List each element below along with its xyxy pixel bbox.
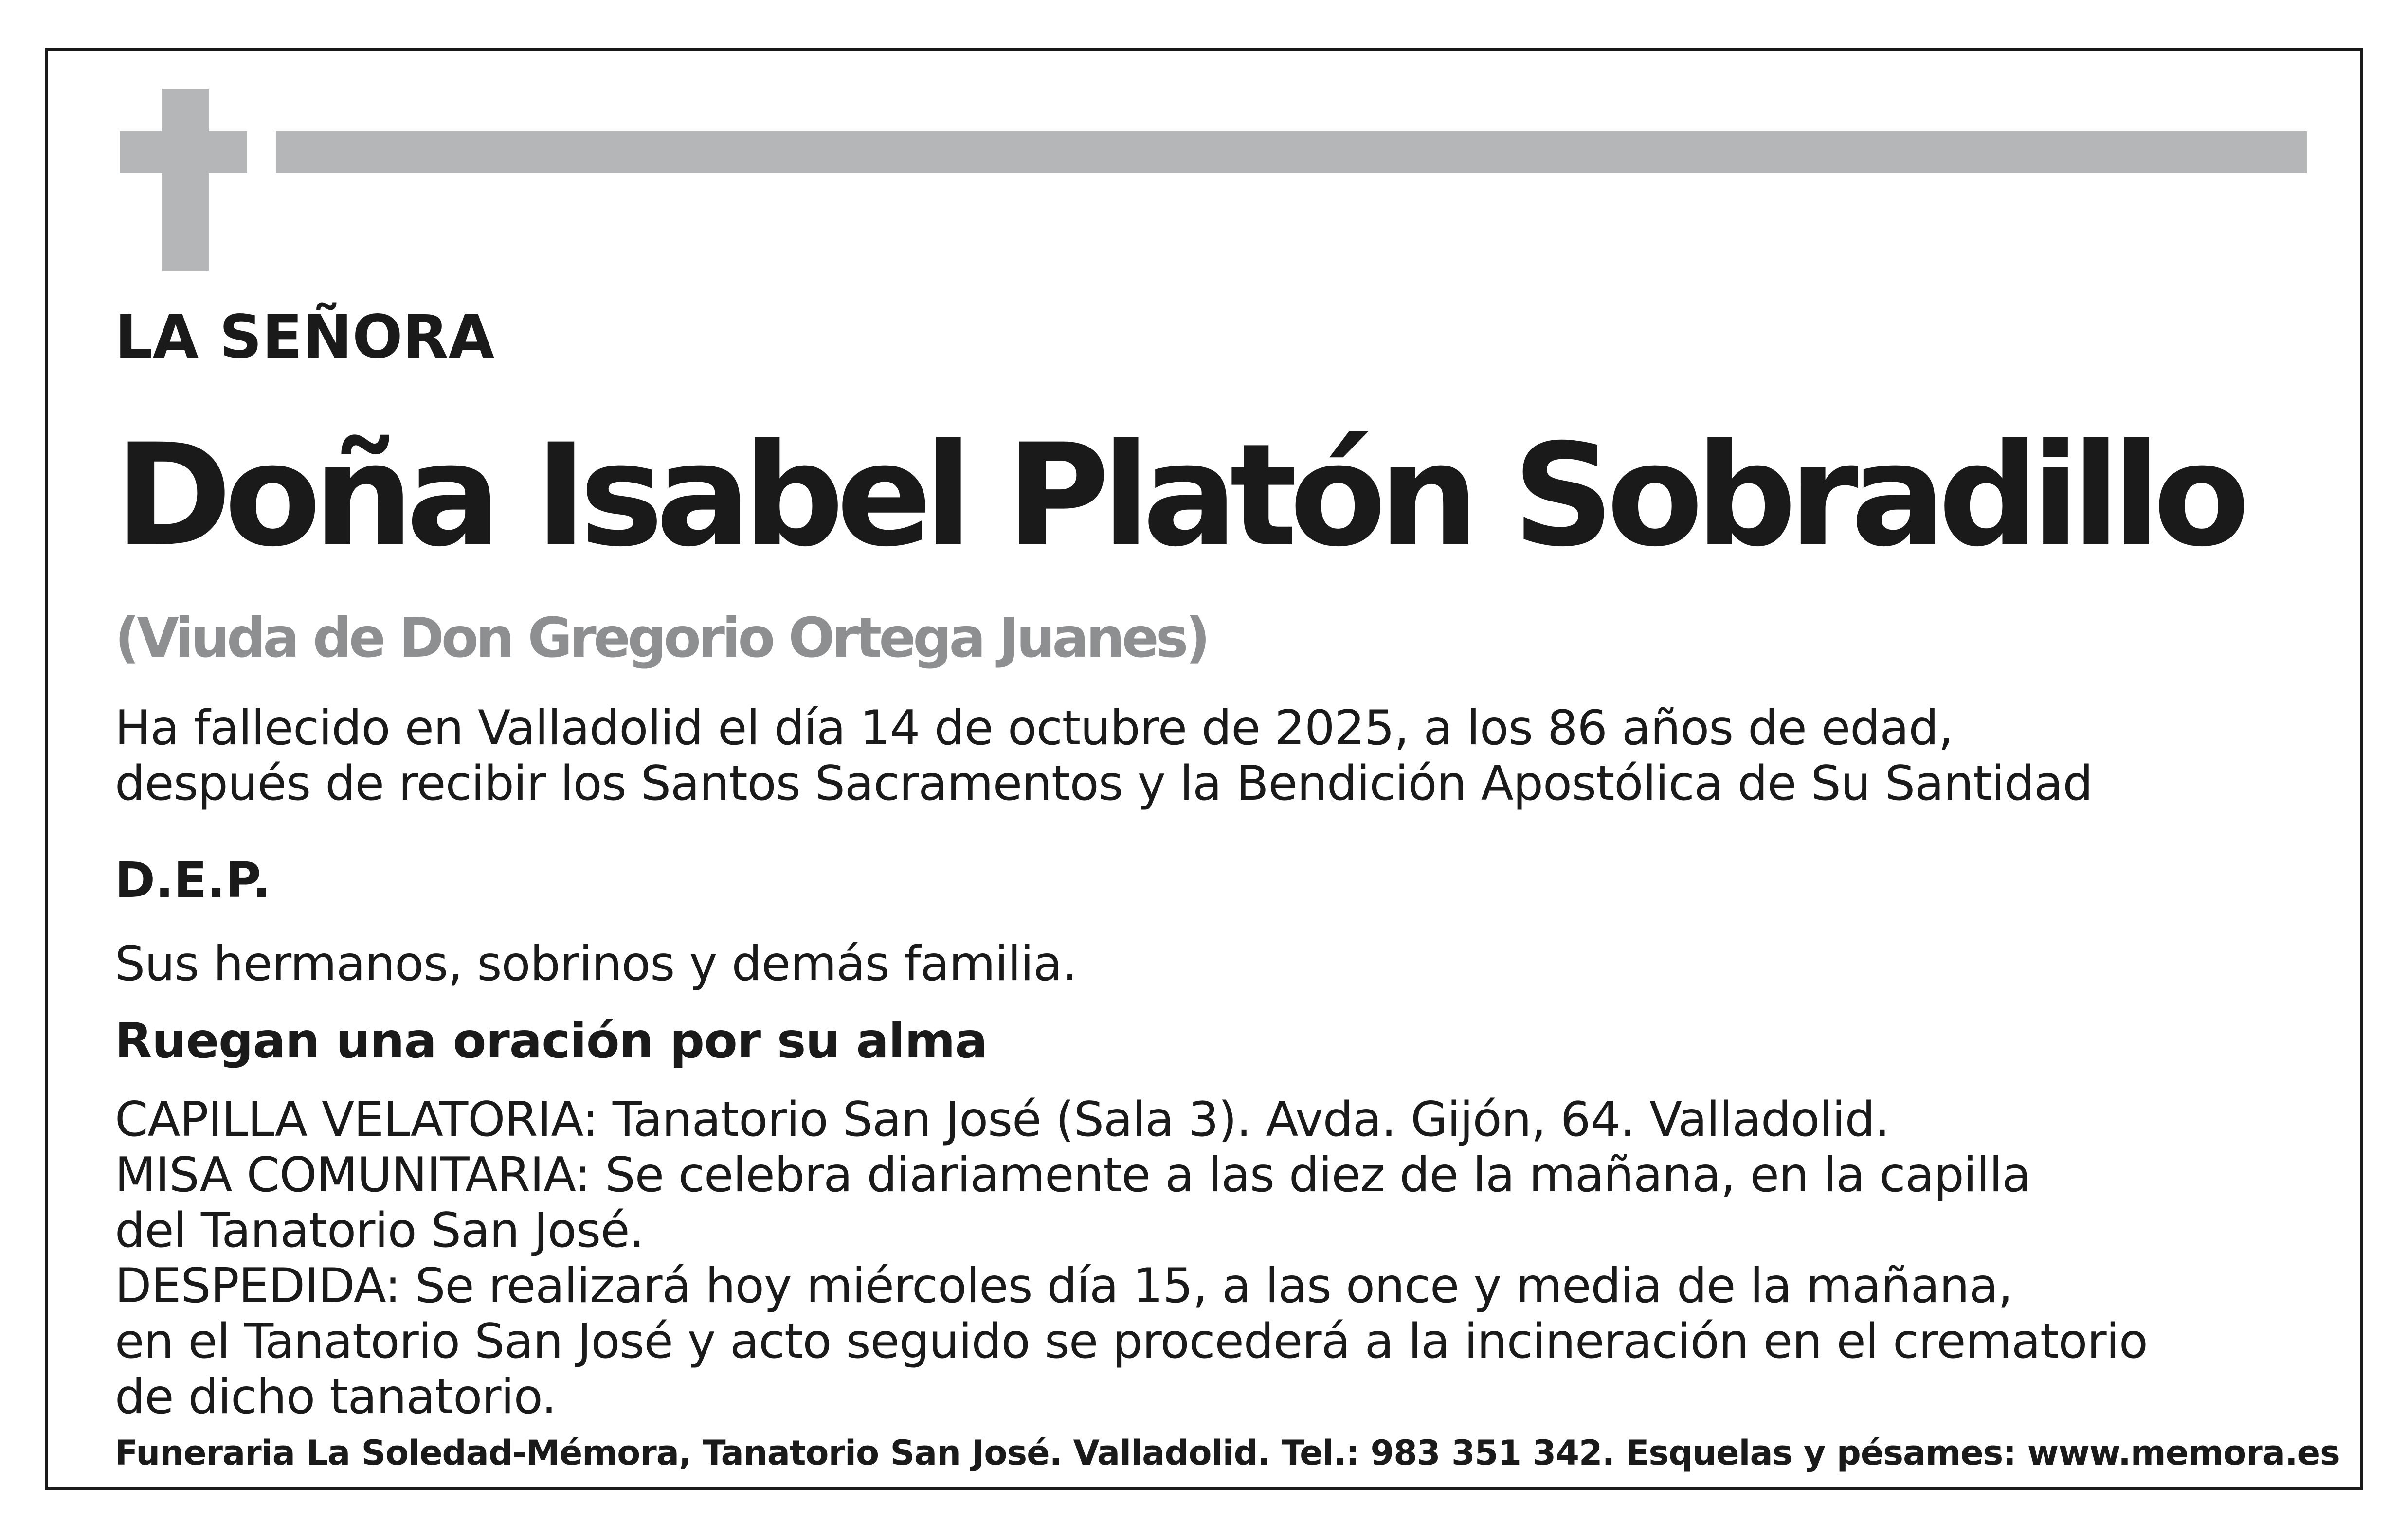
dep-label: D.E.P. (115, 852, 271, 909)
header-rule (276, 131, 2307, 173)
service-details (115, 1092, 2148, 1425)
prayer-request: Ruegan una oración por su alma (115, 1012, 987, 1069)
family-line: Sus hermanos, sobrinos y demás familia. (115, 936, 1077, 992)
death-line: después de recibir los Santos Sacramentos y la Bendición Apostólica de Su Santidad (115, 756, 2093, 811)
funeral-home-footer: Funeraria La Soledad-Mémora, Tanatorio San José. Valladolid. Tel.: 983 351 342. Esquelas y pésames: www.memora.es (115, 1433, 2340, 1473)
detail-line: MISA COMUNITARIA: Se celebra diariamente a las diez de la mañana, en la capilla (115, 1147, 2031, 1203)
widow-subtitle: (Viuda de Don Gregorio Ortega Juanes) (115, 607, 1208, 670)
death-line: Ha fallecido en Valladolid el día 14 de octubre de 2025, a los 86 años de edad, (115, 700, 1953, 756)
death-announcement (115, 700, 2093, 811)
detail-line: de dicho tanatorio. (115, 1369, 557, 1425)
cross-icon (162, 89, 209, 271)
detail-line: en el Tanatorio San José y acto seguido se procederá a la incineración en el crematorio (115, 1314, 2148, 1369)
detail-line: CAPILLA VELATORIA: Tanatorio San José (Sala 3). Avda. Gijón, 64. Valladolid. (115, 1092, 1889, 1147)
cross-icon-arm (120, 131, 247, 173)
detail-line: DESPEDIDA: Se realizará hoy miércoles día 15, a las once y media de la mañana, (115, 1258, 2013, 1314)
detail-line: del Tanatorio San José. (115, 1203, 644, 1258)
notice-heading: LA SEÑORA (115, 303, 495, 372)
deceased-name: Doña Isabel Platón Sobradillo (115, 414, 2243, 578)
